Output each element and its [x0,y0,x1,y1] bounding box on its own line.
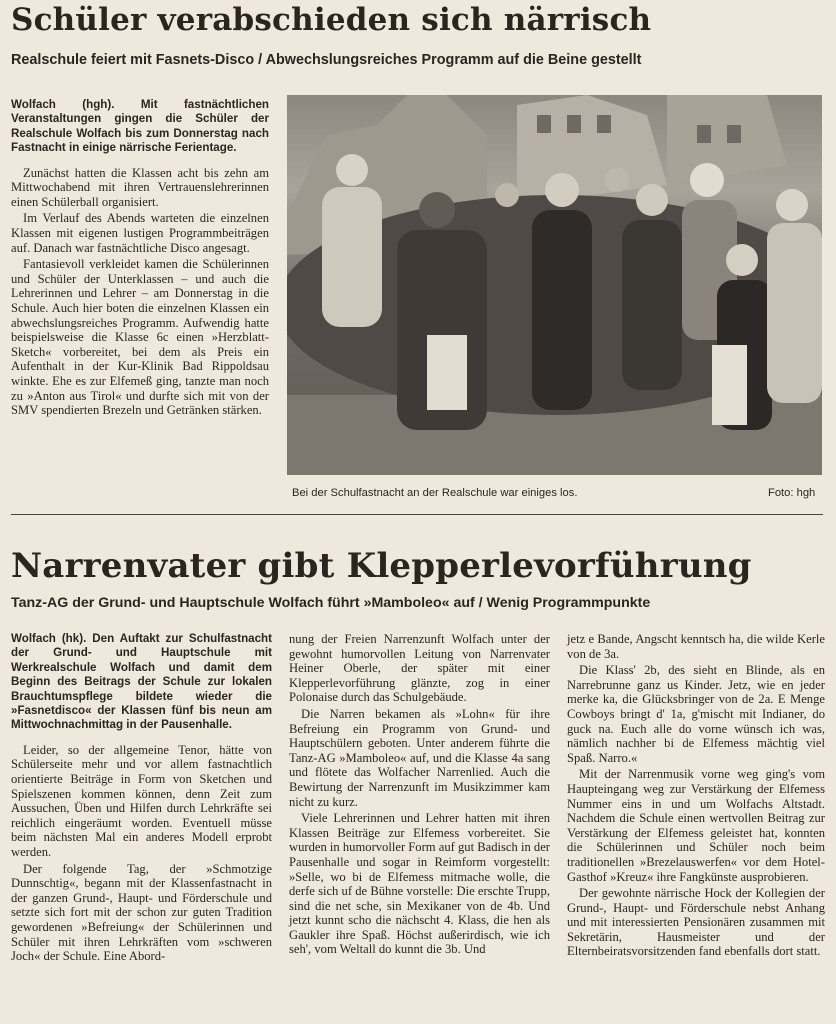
article-2-lead: Wolfach (hk). Den Auftakt zur Schulfastnacht der Grund- und Hauptschule mit Werkrealschule Wolfach und damit dem Beginn des Beitrags der Schule zur lokalen Brauchtumspflege bildete wieder die »Fasnetdisco« der Klassen fünf bis neun am Mittwochnachmittag in der Pausenhalle. [11,632,272,732]
headline-article-1: Schüler verabschieden sich närrisch [11,2,652,38]
article-1-paragraph: Im Verlauf des Abends warteten die einzelnen Klassen mit eigenen lustigen Programmbeiträgen auf. Danach war fastnächtliche Disco angesagt. [11,211,269,255]
article-1-paragraph: Zunächst hatten die Klassen acht bis zehn am Mittwochabend mit ihren Vertrauenslehrerinnen einen Schülerball organisiert. [11,165,269,209]
subheadline-article-1: Realschule feiert mit Fasnets-Disco / Abwechslungsreiches Programm auf die Beine gestellt [11,52,642,68]
article-2-paragraph: jetz e Bande, Angscht kenntsch ha, die wilde Kerle von de 3a. [567,632,825,661]
article-2-column-1 [11,632,272,966]
article-2-paragraph: Die Narren bekamen als »Lohn« für ihre Befreiung ein Programm von Grund- und Hauptschülern geboten. Unter anderem führte die Tanz-AG »Mamboleo« auf, und die Klasse 4a sang und flötete das Wolfacher Narrenlied. Auch die Bewirtung der Narrenzunft im Musikzimmer kam nicht zu kurz. [289,706,550,809]
article-2-paragraph: Der folgende Tag, der »Schmotzige Dunnschtig«, begann mit der Klassenfastnacht in der ganzen Grund-, Haupt- und Förderschule und setzte sich fort mit der schon zur guten Tradition gewordenen »Befreiung« der Schülerinnen und Schüler mit ihren Lehrkräften vom »schweren Joch« der Schule. Eine Abord- [11,861,272,964]
headline-article-2: Narrenvater gibt Klepperlevorführung [11,546,752,586]
article-2-column-2 [289,632,550,959]
carnival-crowd-illustration [287,95,822,475]
article-1-paragraph: Fantasievoll verkleidet kamen die Schülerinnen und Schüler der Unterklassen – und auch die Lehrerinnen und Lehrer – am Donnerstag in die Schule. Auch hier boten die einzelnen Klassen ein abwechslungsreiches Programm. Aufwendig hatte beispielsweise die Klasse 6c einen »Herzblatt-Sketch« vorbereitet, bei dem als Preis ein Aufenthalt in der Kur-Klinik Bad Rippoldsau winkte. Ehe es zur Elfemeß ging, tanzte man noch zu »Anton aus Tirol« und durfte sich mit von der SMV spendierten Brezeln und Getränken stärken. [11,257,269,418]
photo-credit: Foto: hgh [768,487,816,499]
article-2-paragraph: Mit der Narrenmusik vorne weg ging's vom Haupteingang weg zur Verstärkung der Elfemess Nummer eins in und um Wolfachs Altstadt. Nachdem die Schule einen wertvollen Beitrag zur Verstärkung der Elfemess geleistet hat, konnten die Schülerinnen und Schüler noch beim traditionellen »Brezelauswerfen« vor dem Hotel-Gasthof »Kreuz« ihre Fangkünste ausprobieren. [567,767,825,884]
photo-caption: Bei der Schulfastnacht an der Realschule war einiges los. [292,487,578,499]
article-2-paragraph: Leider, so der allgemeine Tenor, hätte von Schülerseite mehr und vor allem fastnachtlich orientierte Beiträge in Form von Sketchen und Spielszenen kommen können, denn Zeit zum Aussuchen, Üben und Hilfen durch Lehrkräfte sei reichlich eingeräumt worden. Eventuell müsse beim nächsten Mal ein anderes Modell erprobt werden. [11,742,272,859]
article-1-lead: Wolfach (hgh). Mit fastnächtlichen Veranstaltungen gingen die Schüler der Realschule Wolfach bis zum Donnerstag nach Fastnacht in einige närrische Ferientage. [11,98,269,155]
article-divider [11,514,823,515]
article-2-paragraph: Viele Lehrerinnen und Lehrer hatten mit ihren Klassen Beiträge zur Elfemess vorbereitet. Sie wurden in humorvoller Form auf gut Badisch in der Pausenhalle und sogar in Reimform vorgestellt: »Selle, wo bi de Elfemess mitmache wolle, die derfe sich uf de Bühne vorstelle: Die erschte Trupp, sind die net sche, sin Mexikaner von de 4b. Und jetzt kunnt scho die nächscht 4. Klass, die hen als Gaukler ihre Spaß. Höchst außerirdisch, wie ich seh', vom Weltall do kunnt die 3b. Und [289,811,550,957]
article-2-column-3 [567,632,825,961]
article-2-paragraph: Der gewohnte närrische Hock der Kollegien der Grund-, Haupt- und Förderschule nebst Anhang und mit interessierten Pensionären zusammen mit Sekretärin, Hausmeister und der Elternbeiratsvorsitzenden fand ebenfalls dort statt. [567,886,825,959]
article-2-paragraph: nung der Freien Narrenzunft Wolfach unter der gewohnt humorvollen Leitung von Narrenvater Heiner Oberle, der später mit einer Klepperlevorführung glänzte, zog in einer Polonaise durch das Schulgebäude. [289,632,550,705]
article-2-paragraph: Die Klass' 2b, des sieht en Blinde, als en Narrebrunne ganz us Kinder. Jetz, wie en jeder merke ka, die Glücksbringer von de 2a. E Menge Cowboys bringt d' 1a, g'mischt mit Indianer, do guck na. Euch alle do vorne wünsch ich was, nämlich nachher bi de Elfemess mächtig viel Spaß. Narro.« [567,663,825,765]
carnival-photo [287,95,822,475]
subheadline-article-2: Tanz-AG der Grund- und Hauptschule Wolfach führt »Mamboleo« auf / Wenig Programmpunkte [11,595,651,611]
article-1-text-column [11,98,269,420]
